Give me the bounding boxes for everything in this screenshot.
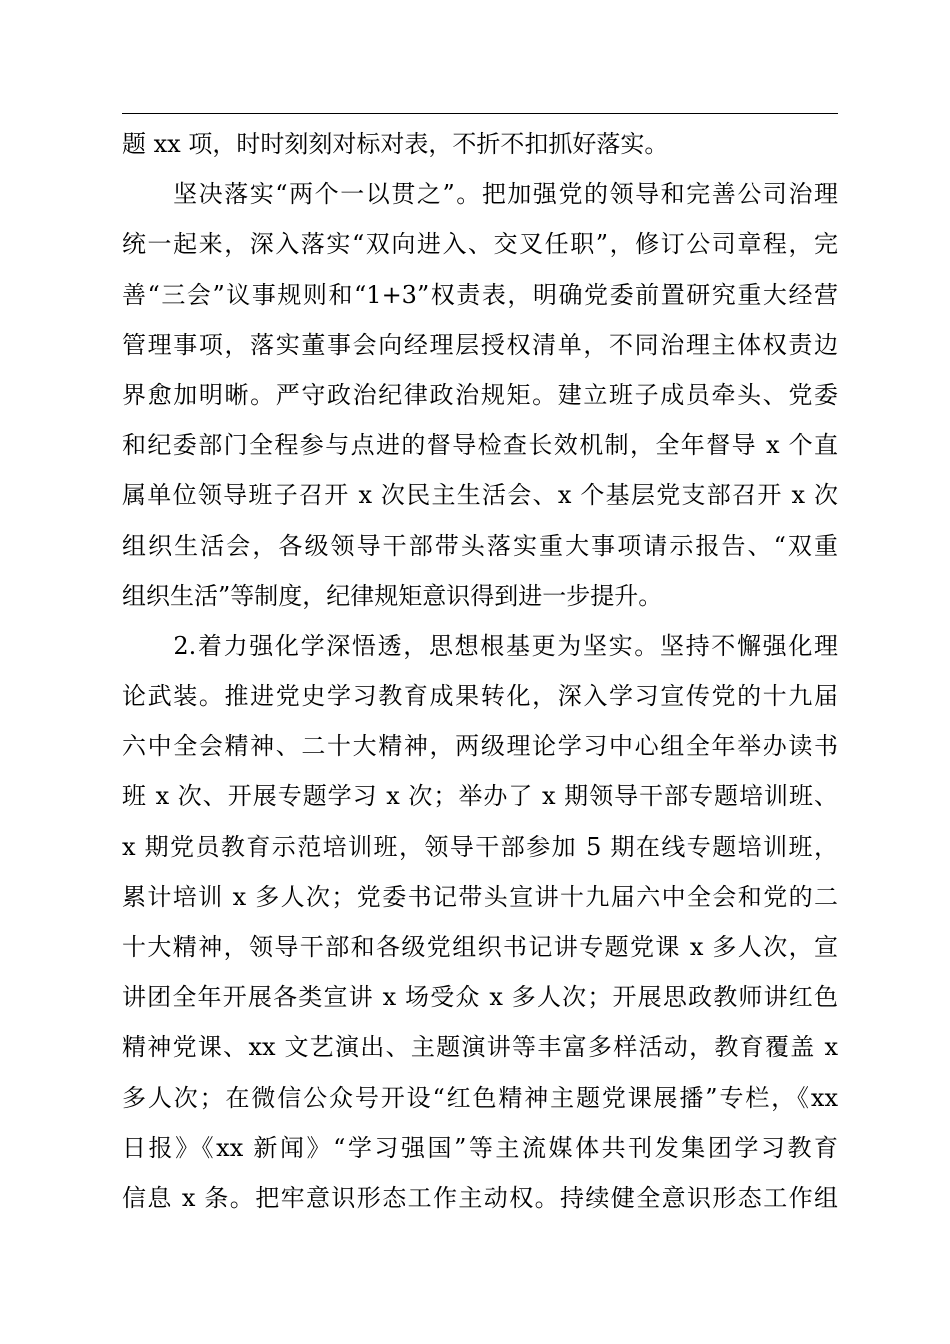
text-line: 十大精神，领导干部和各级党组织书记讲专题党课 x 多人次，宣 (122, 933, 838, 961)
text-line: 和纪委部门全程参与点进的督导检查长效机制，全年督导 x 个直 (122, 431, 838, 460)
text-line: 讲团全年开展各类宣讲 x 场受众 x 多人次；开展思政教师讲红色 (122, 983, 838, 1012)
text-line: 日报》《xx 新闻》“学习强国”等主流媒体共刊发集团学习教育 (122, 1133, 838, 1162)
text-line: 2.着力强化学深悟透，思想根基更为坚实。坚持不懈强化理 (122, 631, 838, 660)
text-line: 累计培训 x 多人次；党委书记带头宣讲十九届六中全会和党的二 (122, 882, 838, 911)
text-line: 论武装。推进党史学习教育成果转化，深入学习宣传党的十九届 (122, 682, 838, 711)
text-line: 组织生活会，各级领导干部带头落实重大事项请示报告、“双重 (122, 531, 838, 560)
text-line: 精神党课、xx 文艺演出、主题演讲等丰富多样活动，教育覆盖 x (122, 1033, 838, 1062)
text-line: 信息 x 条。把牢意识形态工作主动权。持续健全意识形态工作组 (122, 1183, 838, 1212)
text-line: 题 xx 项，时时刻刻对标对表，不折不扣抓好落实。 (122, 130, 669, 158)
text-line: 组织生活”等制度，纪律规矩意识得到进一步提升。 (122, 581, 663, 610)
text-line: x 期党员教育示范培训班，领导干部参加 5 期在线专题培训班， (122, 832, 838, 861)
text-line: 界愈加明晰。严守政治纪律政治规矩。建立班子成员牵头、党委 (122, 380, 838, 409)
text-line: 统一起来，深入落实“双向进入、交叉任职”，修订公司章程，完 (122, 230, 838, 259)
text-line: 多人次；在微信公众号开设“红色精神主题党课展播”专栏，《xx (122, 1083, 838, 1112)
text-line: 坚决落实“两个一以贯之”。把加强党的领导和完善公司治理 (122, 180, 838, 209)
text-line: 善“三会”议事规则和“1+3”权责表，明确党委前置研究重大经营 (122, 280, 838, 309)
text-line: 属单位领导班子召开 x 次民主生活会、x 个基层党支部召开 x 次 (122, 481, 838, 510)
header-divider (122, 113, 838, 114)
text-line: 班 x 次、开展专题学习 x 次；举办了 x 期领导干部专题培训班、 (122, 782, 838, 811)
text-line: 管理事项，落实董事会向经理层授权清单，不同治理主体权责边 (122, 330, 838, 359)
text-line: 六中全会精神、二十大精神，两级理论学习中心组全年举办读书 (122, 732, 838, 761)
document-body (122, 119, 838, 1223)
